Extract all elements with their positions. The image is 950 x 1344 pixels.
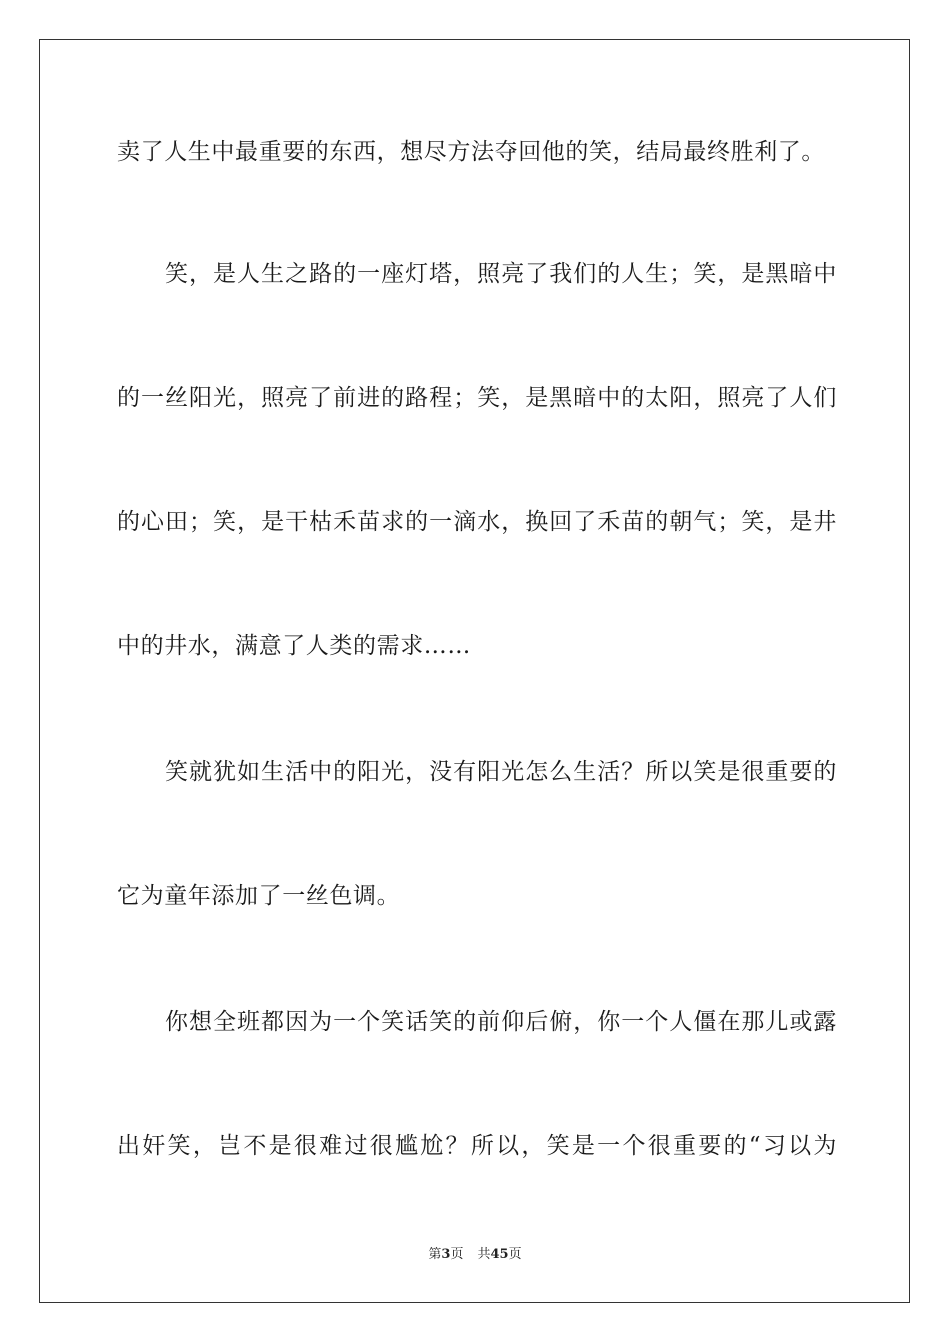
total-suffix: 页 <box>508 1247 522 1262</box>
text-line-9: 出奸笑，岂不是很难过很尴尬？所以，笑是一个很重要的“习以为 <box>117 1133 837 1159</box>
text-line-2: 笑，是人生之路的一座灯塔，照亮了我们的人生；笑，是黑暗中 <box>165 261 837 287</box>
total-page-count: 45 <box>490 1247 509 1262</box>
text-line-7: 它为童年添加了一丝色调。 <box>117 883 401 909</box>
current-page-number: 3 <box>441 1247 451 1262</box>
text-line-5: 中的井水，满意了人类的需求…… <box>117 633 471 659</box>
text-line-6: 笑就犹如生活中的阳光，没有阳光怎么生活？所以笑是很重要的 <box>165 759 837 785</box>
page-border <box>39 39 910 1303</box>
page-footer <box>0 1246 950 1264</box>
page-prefix: 第 <box>428 1247 442 1262</box>
text-line-1: 卖了人生中最重要的东西，想尽方法夺回他的笑，结局最终胜利了。 <box>117 139 825 165</box>
text-line-4: 的心田；笑，是干枯禾苗求的一滴水，换回了禾苗的朝气；笑，是井 <box>117 509 837 535</box>
page-suffix: 页 <box>450 1247 464 1262</box>
text-line-8: 你想全班都因为一个笑话笑的前仰后俯，你一个人僵在那儿或露 <box>165 1009 837 1035</box>
text-line-3: 的一丝阳光，照亮了前进的路程；笑，是黑暗中的太阳，照亮了人们 <box>117 385 837 411</box>
total-prefix: 共 <box>477 1247 491 1262</box>
